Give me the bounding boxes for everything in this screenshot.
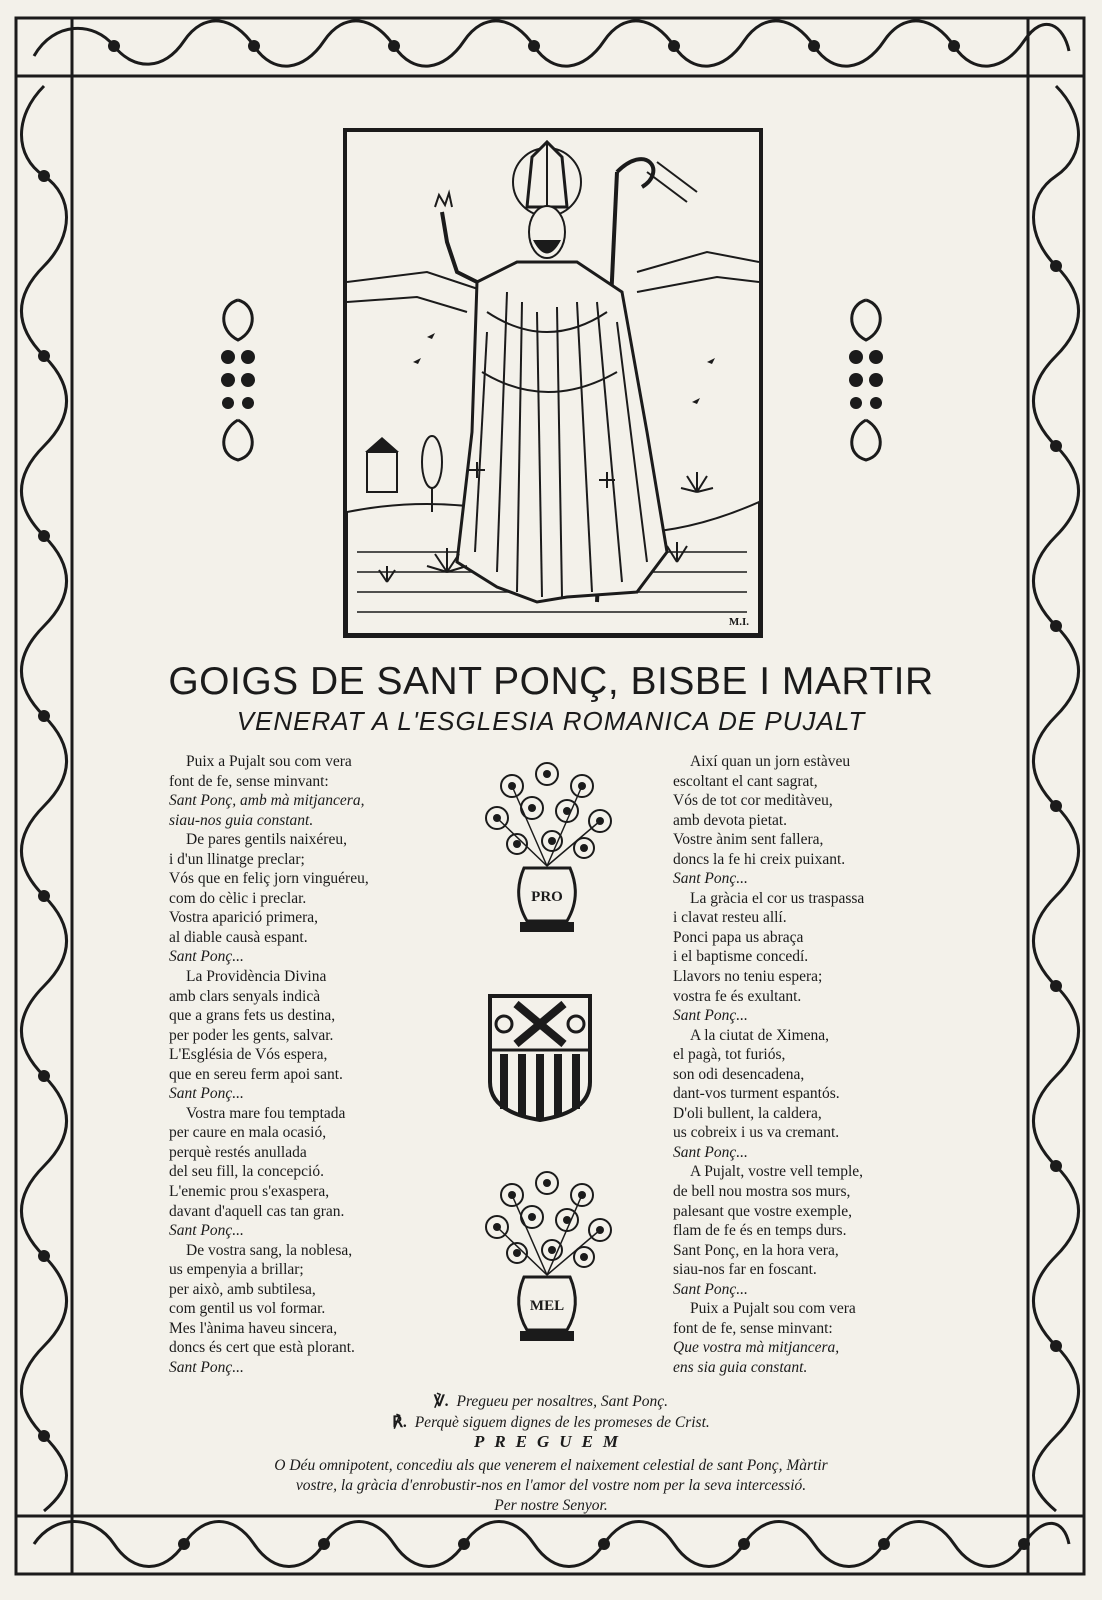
versicle-line: [0, 1392, 1102, 1411]
verse-line: davant d'aquell cas tan gran.: [169, 1202, 345, 1220]
verse-line: Ponci papa us abraça: [673, 928, 804, 946]
verse-line: per caure en mala ocasió,: [169, 1124, 327, 1142]
verse-line: que a grans fets us destina,: [169, 1007, 336, 1025]
verse-line: per això, amb subtilesa,: [169, 1280, 316, 1298]
verse-line: Vostra mare fou temptada: [186, 1104, 346, 1122]
verse-line: Sant Ponç...: [673, 1143, 748, 1161]
verse-line: A Pujalt, vostre vell temple,: [690, 1163, 864, 1181]
verse-line: amb devota pietat.: [673, 811, 788, 829]
verse-line: que en sereu ferm apoi sant.: [169, 1065, 343, 1083]
verse-line: Sant Ponç...: [169, 1222, 244, 1240]
verse-line: La gràcia el cor us traspassa: [690, 889, 865, 907]
verse-line: i clavat resteu allí.: [673, 909, 787, 927]
verse-line: flam de fe és en temps durs.: [673, 1222, 847, 1240]
verse-line: siau-nos guia constant.: [169, 811, 314, 829]
verse-line: el pagà, tot furiós,: [673, 1046, 786, 1064]
response-text: Perquè siguem dignes de les promeses de Crist.: [414, 1414, 710, 1431]
preguem-heading: PREGUEM: [473, 1432, 629, 1451]
verse-line: Llavors no teniu espera;: [673, 968, 823, 986]
verse-line: son odi desencadena,: [673, 1065, 805, 1083]
verse-line: Que vostra mà mitjancera,: [673, 1339, 840, 1357]
ornamental-border-right: [1026, 16, 1086, 1576]
verse-line: us cobreix i us va cremant.: [673, 1124, 840, 1142]
coat-of-arms-icon: [486, 992, 594, 1124]
verse-line: amb clars senyals indicà: [169, 987, 321, 1005]
verse-line: siau-nos far en foscant.: [673, 1261, 817, 1279]
verse-line: Sant Ponç...: [673, 1007, 748, 1025]
response-symbol: ℟.: [392, 1414, 407, 1431]
verse-line: Mes l'ànima haveu sincera,: [169, 1319, 338, 1337]
verse-line: com gentil us vol formar.: [169, 1300, 326, 1318]
verse-line: perquè restés anullada: [169, 1143, 307, 1161]
flower-vase-icon: [472, 756, 622, 952]
left-verse-column: [169, 752, 469, 1378]
page-subtitle: VENERAT A L'ESGLESIA ROMANICA DE PUJALT: [236, 706, 866, 736]
verse-line: De vostra sang, la noblesa,: [186, 1241, 353, 1259]
verse-line: com do cèlic i preclar.: [169, 889, 307, 907]
side-flourish-icon: [210, 295, 266, 465]
page-title: GOIGS DE SANT PONÇ, BISBE I MARTIR: [168, 660, 934, 703]
verse-line: font de fe, sense minvant:: [169, 772, 329, 790]
verse-line: Sant Ponç, amb mà mitjancera,: [169, 792, 365, 810]
verse-line: dant-vos turment espantós.: [673, 1085, 840, 1103]
side-flourish-icon: [838, 295, 894, 465]
verse-line: D'oli bullent, la caldera,: [673, 1104, 822, 1122]
verse-line: L'enemic prou s'exaspera,: [169, 1183, 330, 1201]
ornamental-border-top: [14, 16, 1086, 78]
verse-line: palesant que vostre exemple,: [673, 1202, 853, 1220]
verse-line: i d'un llinatge preclar;: [169, 850, 305, 868]
saint-figure-illustration: [347, 132, 759, 634]
prayer-line: vostre, la gràcia d'enrobustir-nos en l'amor del vostre nom per la seva intercessió.: [295, 1477, 807, 1494]
saint-woodcut: [343, 128, 763, 638]
verse-line: escoltant el cant sagrat,: [673, 772, 818, 790]
verse-line: A la ciutat de Ximena,: [690, 1026, 830, 1044]
versicle-text: Pregueu per nosaltres, Sant Ponç.: [456, 1393, 668, 1410]
verse-line: doncs és cert que està plorant.: [169, 1339, 355, 1357]
verse-line: Sant Ponç...: [673, 1280, 748, 1298]
verse-line: al diable causà espant.: [169, 928, 308, 946]
vase1-label: PRO: [531, 889, 563, 905]
verse-line: Així quan un jorn estàveu: [690, 753, 851, 770]
verse-line: per poder les gents, salvar.: [169, 1026, 334, 1044]
verse-line: i el baptisme concedí.: [673, 948, 809, 966]
flower-vase-icon: [472, 1165, 622, 1361]
closing-prayer: [130, 1456, 972, 1516]
verse-line: ens sia guia constant.: [673, 1358, 808, 1376]
verse-line: Vós que en feliç jorn vinguéreu,: [169, 870, 369, 888]
verse-line: Sant Ponç...: [673, 870, 748, 888]
verse-line: Sant Ponç, en la hora vera,: [673, 1241, 839, 1259]
verse-line: Vostra aparició primera,: [169, 909, 319, 927]
verse-line: de bell nou mostra sos murs,: [673, 1183, 851, 1201]
ornamental-border-bottom: [14, 1514, 1086, 1576]
vase2-label: MEL: [529, 1298, 565, 1314]
woodcut-signature: M.I.: [728, 616, 749, 628]
verse-line: La Providència Divina: [186, 968, 327, 986]
verse-line: De pares gentils naixéreu,: [186, 831, 347, 849]
verse-line: L'Església de Vós espera,: [169, 1046, 328, 1064]
verse-line: Puix a Pujalt sou com vera: [186, 753, 352, 770]
response-line: [0, 1413, 1102, 1432]
prayer-line: O Déu omnipotent, concediu als que venerem el naixement celestial de sant Ponç, Màrtir: [274, 1457, 828, 1474]
verse-line: Vós de tot cor meditàveu,: [673, 792, 833, 810]
verse-line: doncs la fe hi creix puixant.: [673, 850, 846, 868]
verse-line: Sant Ponç...: [169, 948, 244, 966]
prayer-line: Per nostre Senyor.: [494, 1497, 608, 1514]
right-verse-column: [673, 752, 963, 1378]
verse-line: del seu fill, la concepció.: [169, 1163, 324, 1181]
verse-line: Puix a Pujalt sou com vera: [690, 1300, 856, 1318]
verse-line: us empenyia a brillar;: [169, 1261, 304, 1279]
versicle-symbol: ℣.: [434, 1393, 449, 1410]
verse-line: Sant Ponç...: [169, 1085, 244, 1103]
ornamental-border-left: [14, 16, 74, 1576]
verse-line: font de fe, sense minvant:: [673, 1319, 833, 1337]
verse-line: Sant Ponç...: [169, 1358, 244, 1376]
verse-line: vostra fe és exultant.: [673, 987, 802, 1005]
verse-line: Vostre ànim sent fallera,: [673, 831, 824, 849]
